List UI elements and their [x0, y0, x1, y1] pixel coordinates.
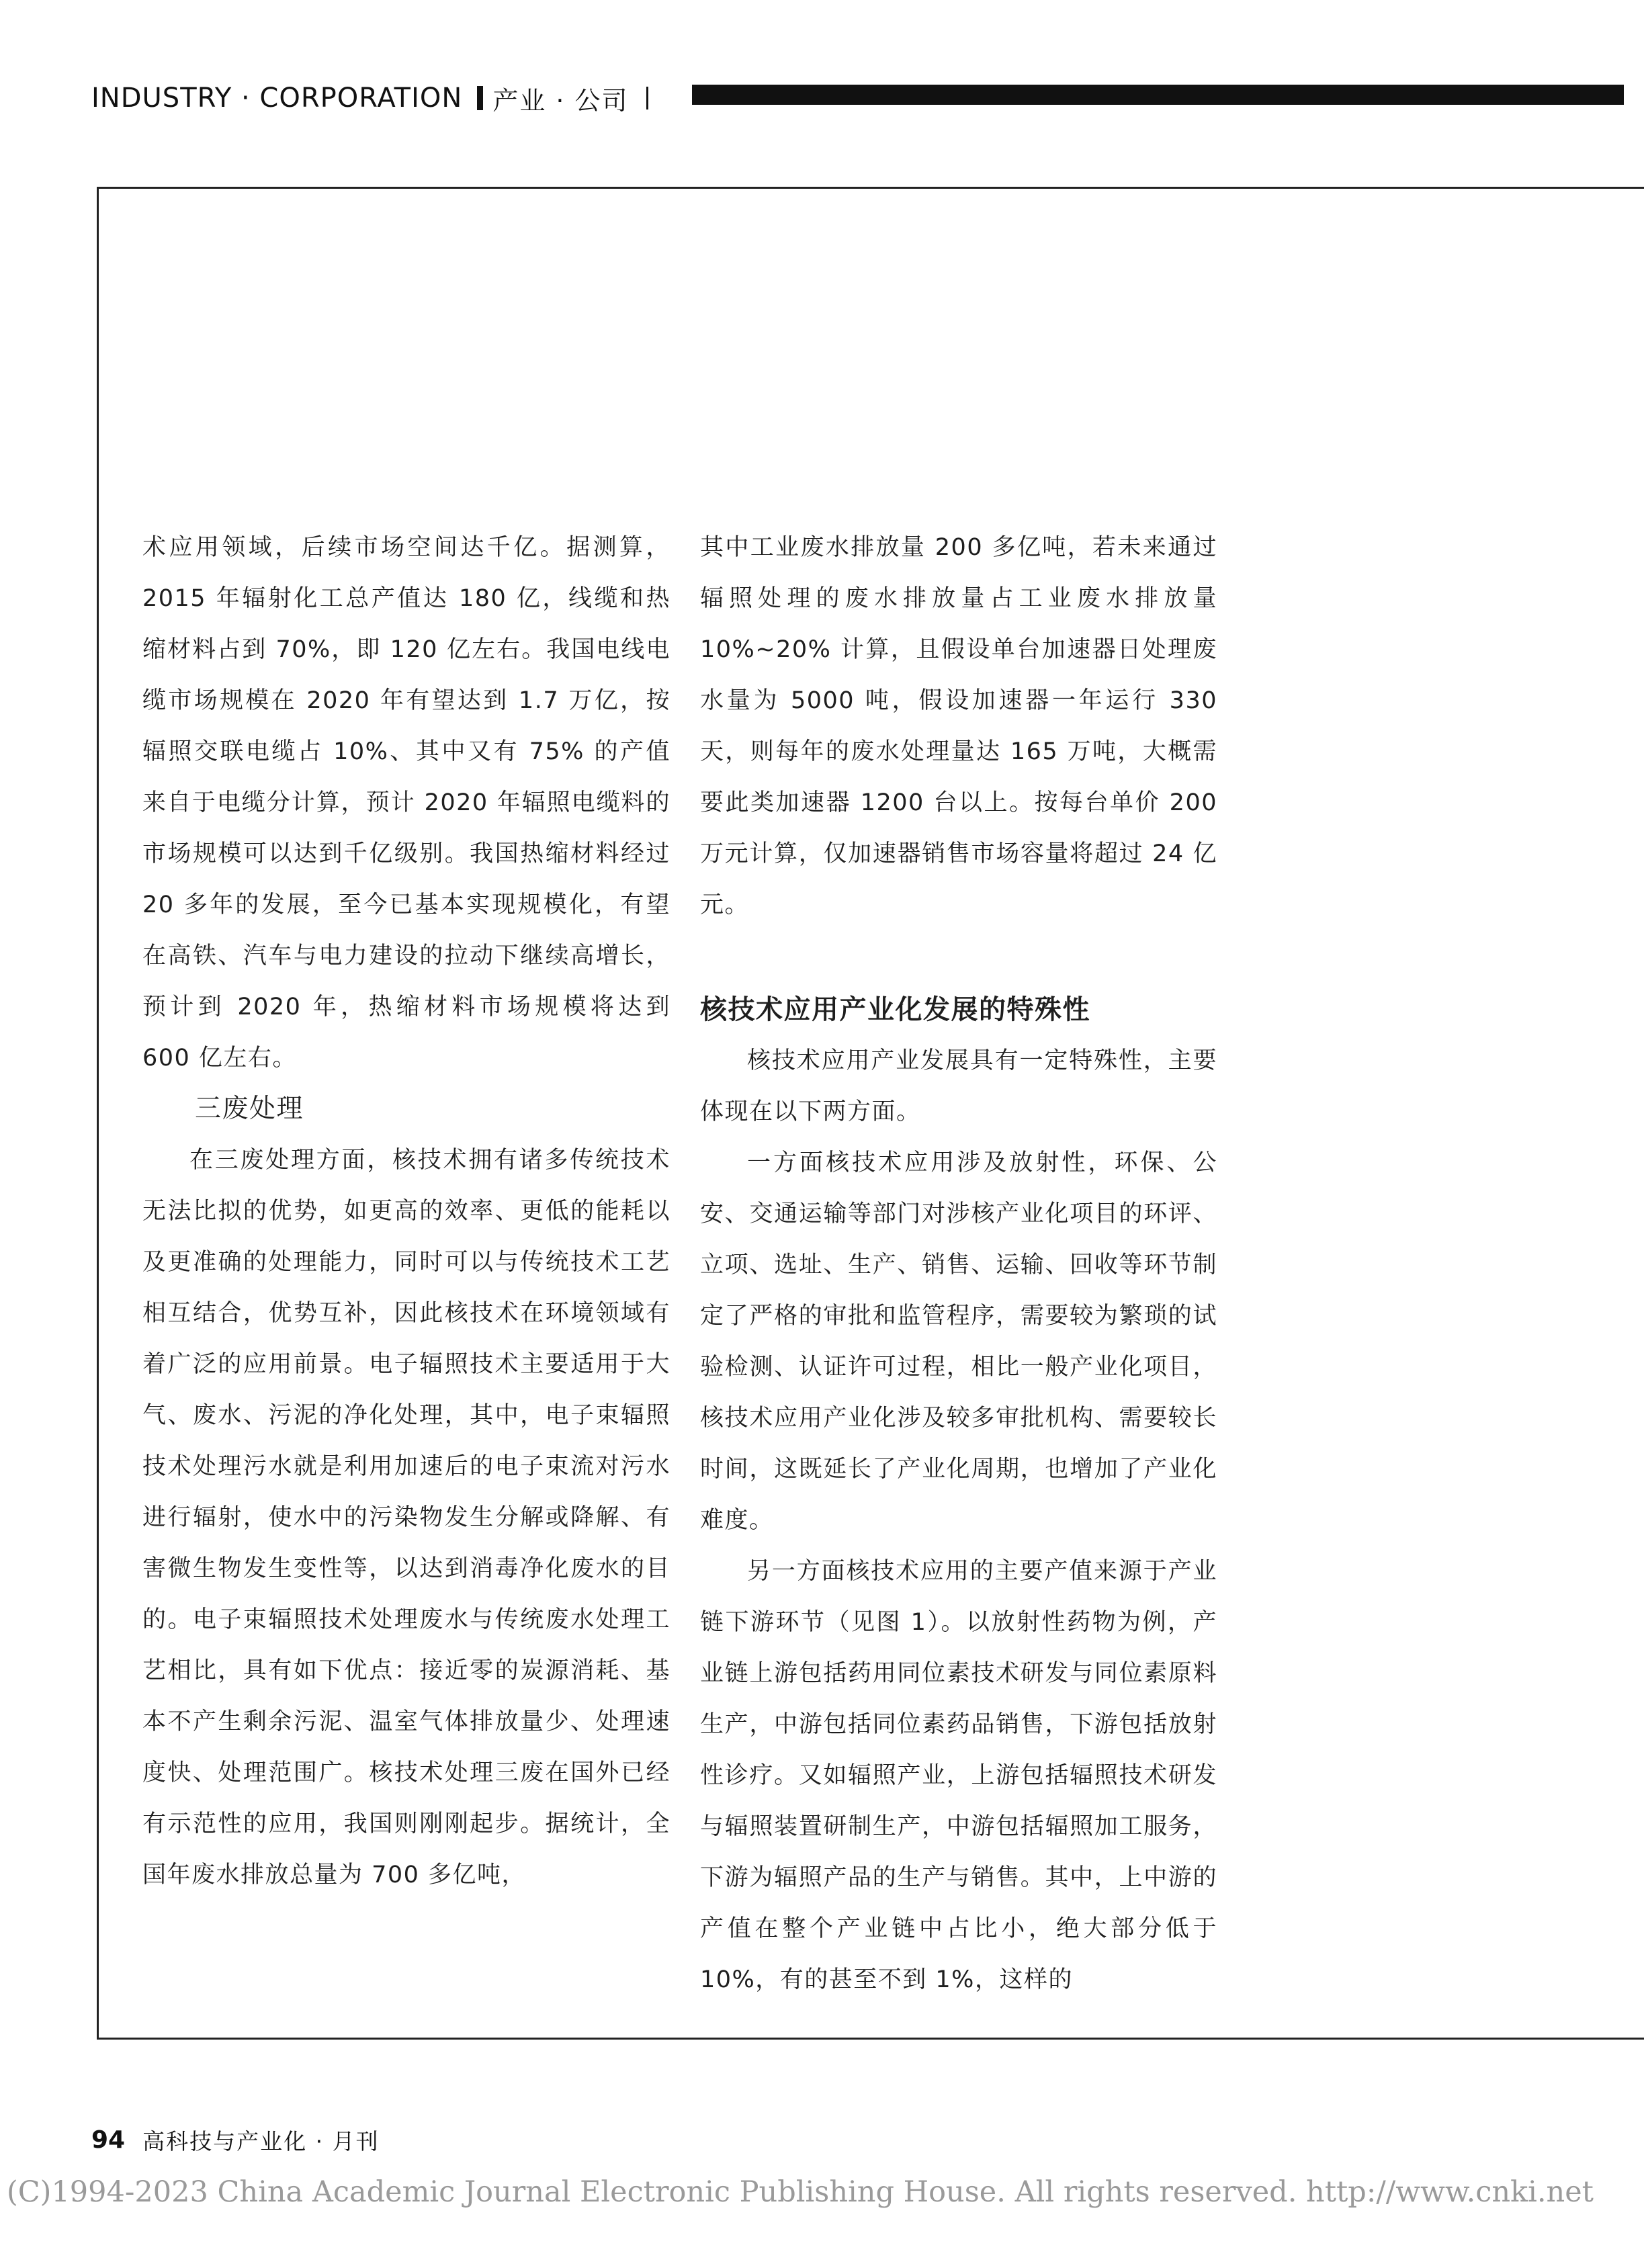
section-label-english: INDUSTRY · CORPORATION [91, 83, 463, 114]
subheading-waste-treatment: 三废处理 [195, 1094, 304, 1124]
right-paragraph-3: 一方面核技术应用涉及放射性，环保、公安、交通运输等部门对涉核产业化项目的环评、立项、选址、生产、销售、运输、回收等环节制定了严格的审批和监管程序，需要较为繁琐的试验检测、认证许可过程，相比一般产业化项目，核技术应用产业化涉及较多审批机构、需要较长时间，这既延长了产业化周期，也增加了产业化难度。 [700, 1149, 1217, 1534]
copyright-watermark: (C)1994-2023 China Academic Journal Electronic Publishing House. All rights reserved. http://www.cnki.net [7, 2175, 1594, 2209]
left-paragraph-2: 在三废处理方面，核技术拥有诸多传统技术无法比拟的优势，如更高的效率、更低的能耗以及更准确的处理能力，同时可以与传统技术工艺相互结合，优势互补，因此核技术在环境领域有着广泛的应用前景。电子辐照技术主要适用于大气、废水、污泥的净化处理，其中，电子束辐照技术处理污水就是利用加速后的电子束流对污水进行辐射，使水中的污染物发生分解或降解、有害微生物发生变性等，以达到消毒净化废水的目的。电子束辐照技术处理废水与传统废水处理工艺相比，具有如下优点：接近零的炭源消耗、基本不产生剩余污泥、温室气体排放量少、处理速度快、处理范围广。核技术处理三废在国外已经有示范性的应用，我国则刚刚起步。据统计，全国年废水排放总量为 700 多亿吨， [142, 1147, 670, 1888]
section-spacer [700, 930, 1217, 984]
right-paragraph-4: 另一方面核技术应用的主要产值来源于产业链下游环节（见图 1）。以放射性药物为例，产业链上游包括药用同位素技术研发与同位素原料生产，中游包括同位素药品销售，下游包括放射性诊疗。又如辐照产业，上游包括辐照技术研发与辐照装置研制生产，中游包括辐照加工服务，下游为辐照产品的生产与销售。其中，上中游的产值在整个产业链中占比小，绝大部分低于 10%，有的甚至不到 1%，这样的 [700, 1558, 1217, 1993]
right-paragraph-1: 其中工业废水排放量 200 多亿吨，若未来通过辐照处理的废水排放量占工业废水排放量 10%~20% 计算，且假设单台加速器日处理废水量为 5000 吨，假设加速器一年运行 330 天，则每年的废水处理量达 165 万吨，大概需要此类加速器 1200 台以上。按每台单价 200 万元计算，仅加速器销售市场容量将超过 24 亿元。 [700, 534, 1217, 918]
page-footer [91, 2124, 380, 2156]
section-title: 核技术应用产业化发展的特殊性 [700, 994, 1090, 1025]
section-label-chinese: 产业 · 公司 [492, 85, 629, 116]
header-thin-divider [646, 87, 648, 110]
journal-name: 高科技与产业化 · 月刊 [142, 2128, 380, 2154]
running-header [91, 78, 648, 118]
left-paragraph-1: 术应用领域，后续市场空间达千亿。据测算，2015 年辐射化工总产值达 180 亿，线缆和热缩材料占到 70%，即 120 亿左右。我国电线电缆市场规模在 2020 年有望达到 1.7 万亿，按辐照交联电缆占 10%、其中又有 75% 的产值来自于电缆分计算，预计 2020 年辐照电缆料的市场规模可以达到千亿级别。我国热缩材料经过 20 多年的发展，至今已基本实现规模化，有望在高铁、汽车与电力建设的拉动下继续高增长，预计到 2020 年，热缩材料市场规模将达到 600 亿左右。 [142, 534, 670, 1072]
right-column [700, 522, 1217, 2005]
header-divider-bar [477, 86, 483, 110]
right-paragraph-2: 核技术应用产业发展具有一定特殊性，主要体现在以下两方面。 [700, 1047, 1217, 1125]
header-rule [692, 85, 1624, 105]
page-number: 94 [91, 2126, 126, 2154]
left-column [142, 522, 670, 1901]
